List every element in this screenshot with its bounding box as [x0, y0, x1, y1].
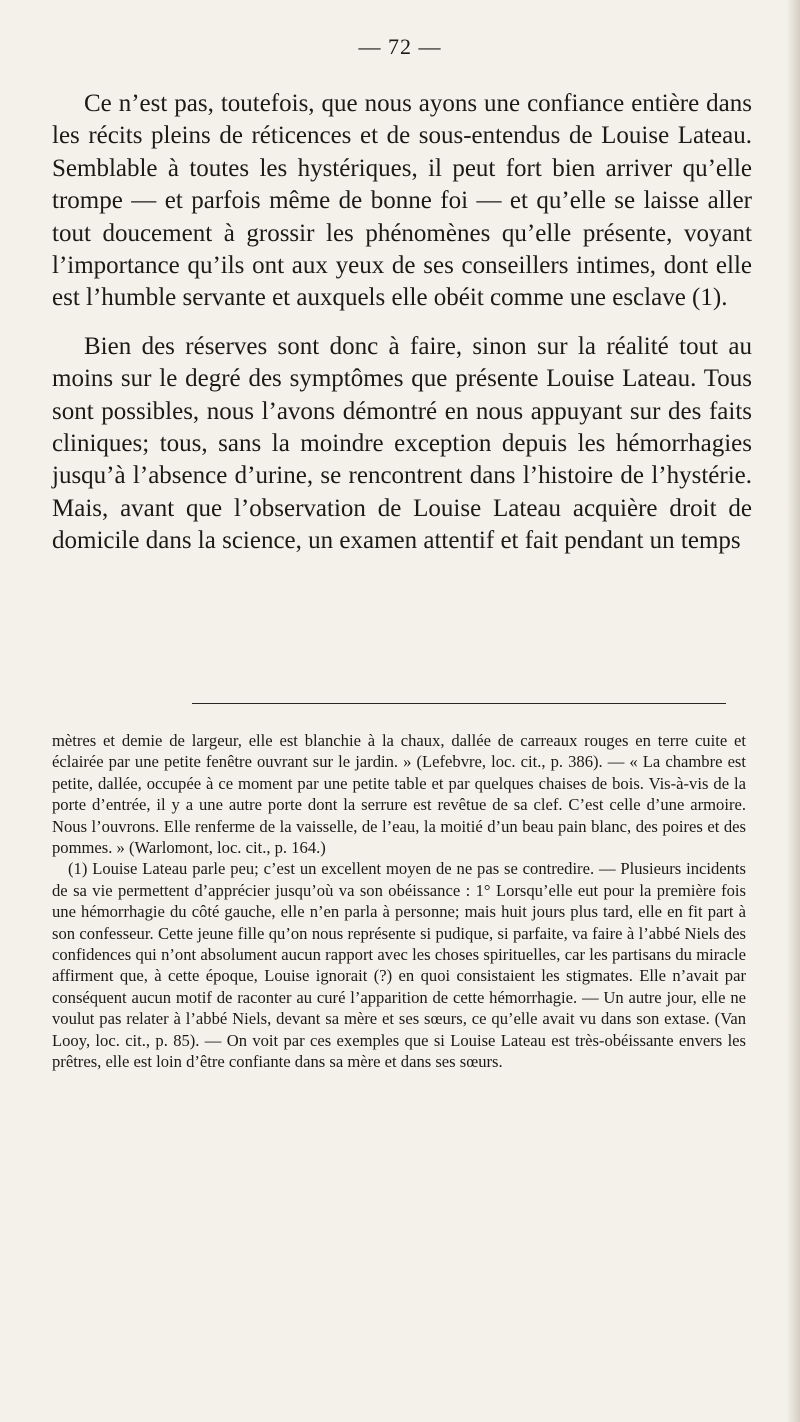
paragraph: Bien des réserves sont donc à faire, sinon sur la réalité tout au moins sur le degré des symptômes que présente Louise Lateau. Tous sont possibles, nous l’avons démontré en nous appuyant sur des faits cliniques; tous, sans la moindre exception depuis les hémorrhagies jusqu’à l’absence d’urine, se rencontrent dans l’histoire de l’hystérie. Mais, avant que l’observation de Louise Lateau acquière droit de domicile dans la science, un examen attentif et fait pendant un temps [52, 332, 752, 555]
page-number: — 72 — [358, 34, 442, 59]
footnote-1: (1) Louise Lateau parle peu; c’est un excellent moyen de ne pas se contredire. — Plusieurs incidents de sa vie permettent d’apprécier jusqu’où va son obéissance : 1° Lorsqu’elle eut pour la première fois une hémorrhagie du côté gauche, elle n’en parla à personne; mais huit jours plus tard, elle en fit part à son confesseur. Cette jeune fille qu’on nous représente si pudique, si parfaite, va faire à l’abbé Niels des confidences qui n’ont absolument aucun rapport avec les choses spirituelles, car les partisans du miracle affirment que, à cette époque, Louise ignorait (?) en quoi consistaient les stigmates. Elle n’avait par conséquent aucun motif de raconter au curé l’apparition de cette hémorrhagie. — Un autre jour, elle ne voulut pas relater à l’abbé Niels, devant sa mère et ses sœurs, ce qu’elle avait vu dans son extase. (Van Looy, loc. cit., p. 85). — On voit par ces exemples que si Louise Lateau est très-obéissante envers les prêtres, elle est loin d’être confiante dans sa mère et dans ses sœurs. [52, 859, 746, 1072]
paragraph: Ce n’est pas, toutefois, que nous ayons une confiance entière dans les récits pleins de réticences et de sous-entendus de Louise Lateau. Semblable à toutes les hystériques, il peut fort bien arriver qu’elle trompe — et parfois même de bonne foi — et qu’elle se laisse aller tout doucement à grossir les phénomènes qu’elle présente, voyant l’importance qu’ils ont aux yeux de ses conseillers intimes, dont elle est l’humble servante et auxquels elle obéit comme une esclave (1). [52, 90, 752, 312]
footnote-divider [192, 703, 726, 704]
footnote-continuation: mètres et demie de largeur, elle est blanchie à la chaux, dallée de carreaux rouges en terre cuite et éclairée par une petite fenêtre ouvrant sur le jardin. » (Lefebvre, loc. cit., p. 386). — « La chambre est petite, dallée, occupée à ce moment par une petite table et par quelques chaises de bois. Vis-à-vis de la porte d’entrée, il y a une autre porte dont la serrure est revêtue de sa clef. C’est celle d’une armoire. Nous l’ouvrons. Elle renferme de la vaisselle, de l’eau, la moitié d’un beau pain blanc, des poires et des pommes. » (Warlomont, loc. cit., p. 164.) [52, 731, 746, 858]
footnotes [52, 730, 746, 1073]
main-text [52, 88, 752, 558]
page-edge-shadow [786, 0, 800, 1422]
